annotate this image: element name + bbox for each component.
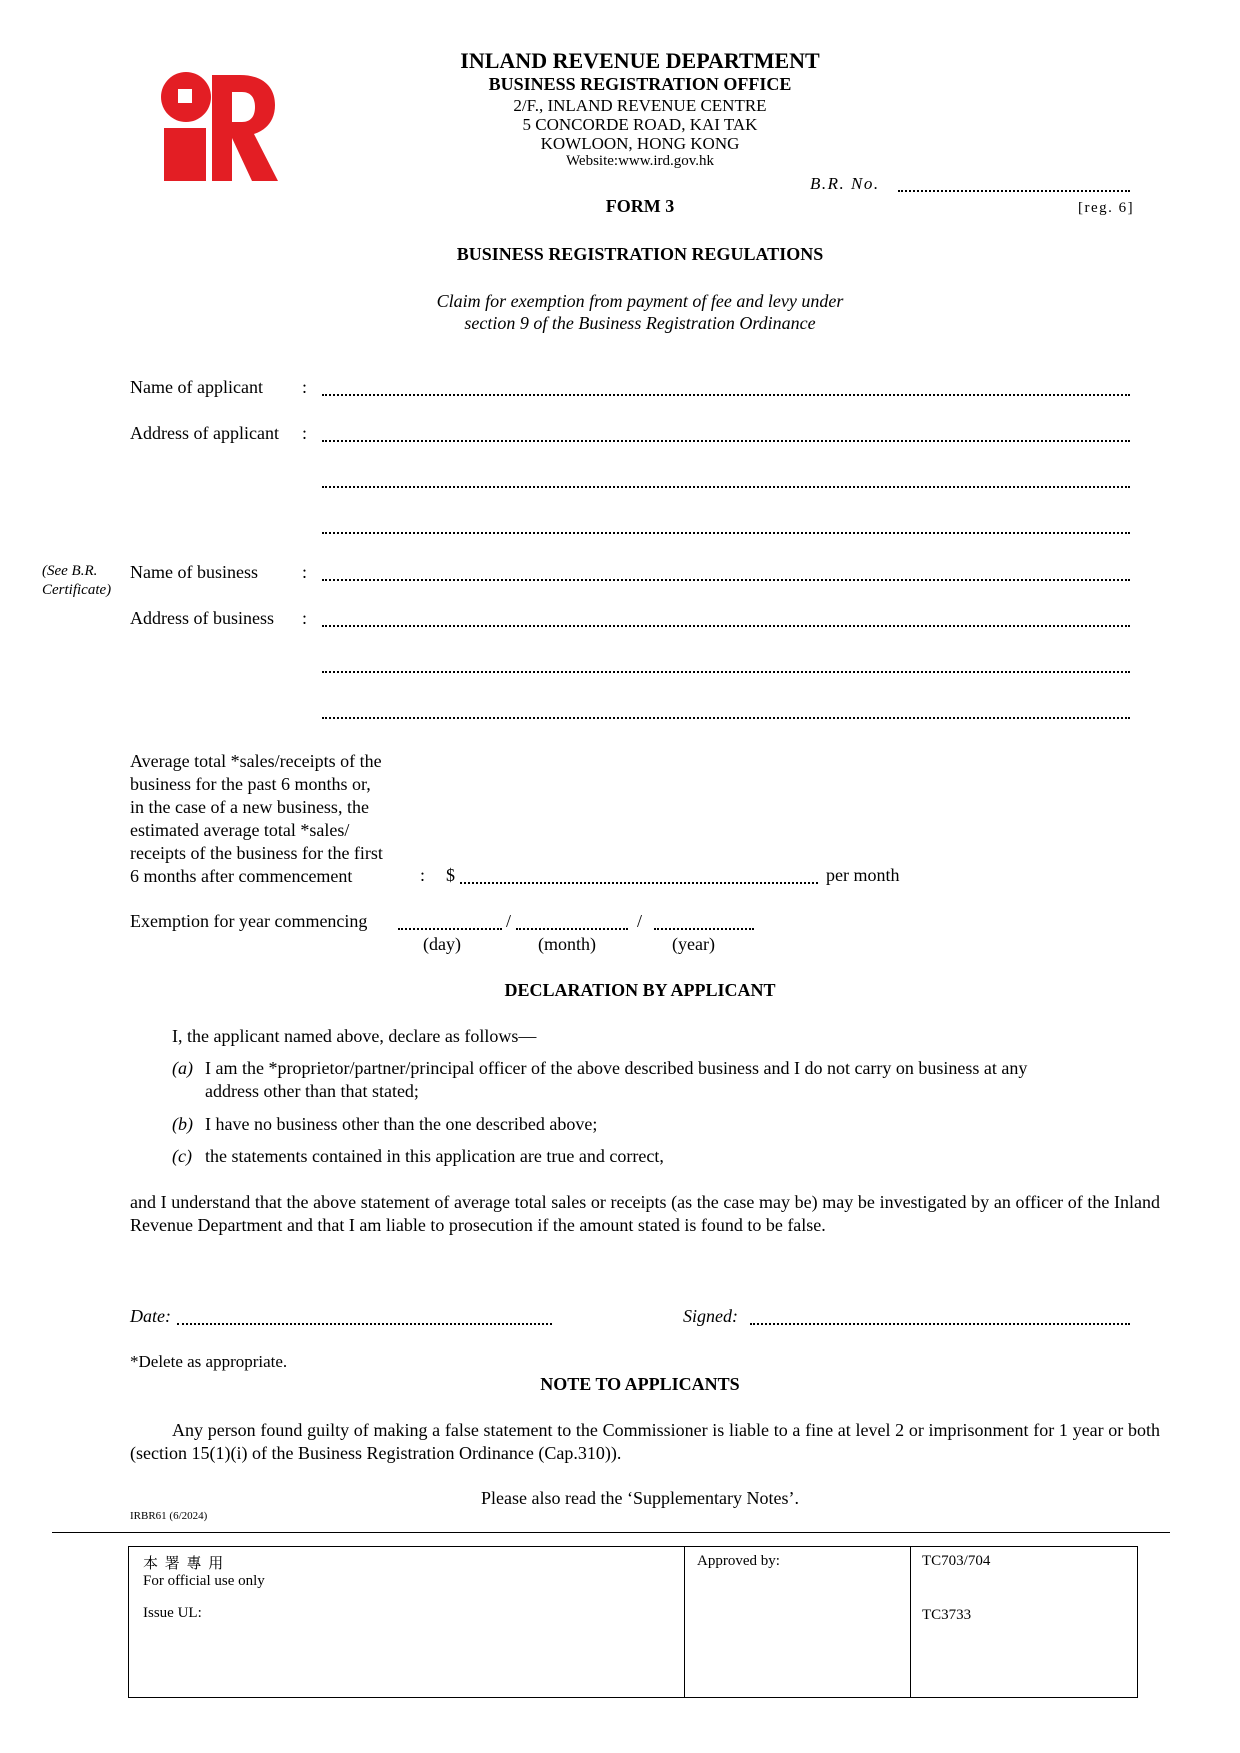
per-month-label: per month (826, 865, 900, 885)
approved-by-label: Approved by: (697, 1553, 780, 1569)
average-sales-line: business for the past 6 months or, (130, 774, 371, 794)
date-slash: / (637, 911, 643, 931)
note-text: Any person found guilty of making a false statement to the Commissioner is liable to a fine at level 2 or imprisonment for 1 year or both (section 15(1)(i) of the Business Registration Ordinance (Cap.310)). (130, 1420, 1160, 1463)
separator-line (52, 1532, 1170, 1533)
br-no-label: B.R. No. (810, 174, 880, 193)
average-sales-line: 6 months after commencement (130, 866, 353, 886)
name-of-applicant-field[interactable] (322, 394, 1130, 396)
day-caption: (day) (423, 934, 461, 954)
see-br-note: Certificate) (42, 582, 112, 598)
average-sales-label (130, 750, 383, 888)
regulations-heading: BUSINESS REGISTRATION REGULATIONS (456, 244, 824, 264)
item-marker: (a) (172, 1058, 193, 1078)
date-label: Date: (130, 1306, 171, 1326)
issue-ul-label: Issue UL: (143, 1605, 202, 1621)
see-br-note: (See B.R. (42, 563, 98, 579)
date-field[interactable] (177, 1323, 552, 1325)
website: Website:www.ird.gov.hk (565, 153, 715, 169)
dollar-sign: $ (446, 865, 455, 885)
supplementary-note: Please also read the ‘Supplementary Notes’. (481, 1488, 799, 1508)
department-name: INLAND REVENUE DEPARTMENT (460, 48, 820, 73)
address-of-business-field[interactable] (322, 625, 1130, 627)
address-of-applicant-field[interactable] (322, 486, 1130, 488)
month-caption: (month) (538, 934, 596, 954)
address-of-applicant-field[interactable] (322, 532, 1130, 534)
form-title: FORM 3 (605, 196, 675, 216)
declaration-item: address other than that stated; (205, 1081, 419, 1101)
address-line: 5 CONCORDE ROAD, KAI TAK (522, 115, 758, 134)
box-divider (910, 1546, 911, 1698)
average-sales-field[interactable] (460, 882, 818, 884)
average-sales-line: Average total *sales/receipts of the (130, 751, 382, 771)
address-line: 2/F., INLAND REVENUE CENTRE (513, 96, 767, 115)
form-subtitle: Claim for exemption from payment of fee and levy under (436, 291, 844, 311)
exemption-label: Exemption for year commencing (130, 911, 368, 931)
signed-label: Signed: (683, 1306, 738, 1326)
colon: : (302, 562, 308, 582)
br-no-field[interactable] (898, 190, 1130, 192)
name-of-applicant-label: Name of applicant (130, 377, 263, 397)
exemption-day-field[interactable] (398, 928, 502, 930)
address-of-applicant-field[interactable] (322, 440, 1130, 442)
reg-reference: [reg. 6] (1078, 200, 1135, 216)
declaration-heading: DECLARATION BY APPLICANT (504, 980, 776, 1000)
tc-code: TC3733 (922, 1607, 972, 1623)
average-sales-line: in the case of a new business, the (130, 797, 369, 817)
item-marker: (c) (172, 1146, 192, 1166)
colon: : (302, 608, 308, 628)
address-of-business-field[interactable] (322, 717, 1130, 719)
exemption-year-field[interactable] (654, 928, 754, 930)
delete-note: *Delete as appropriate. (130, 1352, 288, 1371)
address-of-business-field[interactable] (322, 671, 1130, 673)
address-line: KOWLOON, HONG KONG (540, 134, 740, 153)
average-sales-line: estimated average total *sales/ (130, 820, 350, 840)
form-code: IRBR61 (6/2024) (130, 1510, 208, 1522)
exemption-month-field[interactable] (516, 928, 628, 930)
date-slash: / (506, 911, 512, 931)
note-heading: NOTE TO APPLICANTS (540, 1374, 740, 1394)
ird-logo (160, 72, 280, 184)
item-marker: (b) (172, 1114, 193, 1134)
name-of-business-label: Name of business (130, 562, 258, 582)
declaration-item: the statements contained in this application are true and correct, (205, 1146, 664, 1166)
form-subtitle: section 9 of the Business Registration Ordinance (464, 313, 816, 333)
colon: : (302, 377, 308, 397)
office-name: BUSINESS REGISTRATION OFFICE (488, 74, 792, 94)
address-of-business-label: Address of business (130, 608, 274, 628)
average-sales-line: receipts of the business for the first (130, 843, 383, 863)
declaration-item: I have no business other than the one described above; (205, 1114, 598, 1134)
address-of-applicant-label: Address of applicant (130, 423, 279, 443)
box-divider (684, 1546, 685, 1698)
declaration-closing: and I understand that the above statement of average total sales or receipts (as the case may be) may be investigated by an officer of the Inland Revenue Department and that I am liable to prosecution if the amount stated is found to be false. (130, 1192, 1160, 1235)
colon: : (420, 865, 426, 885)
declaration-item: I am the *proprietor/partner/principal officer of the above described business and I do not carry on business at any (205, 1058, 1028, 1078)
year-caption: (year) (672, 934, 715, 954)
official-use-label: For official use only (143, 1573, 265, 1589)
official-use-chinese: 本 署 專 用 (143, 1554, 225, 1572)
declaration-intro: I, the applicant named above, declare as follows— (172, 1026, 537, 1046)
name-of-business-field[interactable] (322, 579, 1130, 581)
tc-code: TC703/704 (922, 1553, 991, 1569)
signature-field[interactable] (750, 1323, 1130, 1325)
colon: : (302, 423, 308, 443)
